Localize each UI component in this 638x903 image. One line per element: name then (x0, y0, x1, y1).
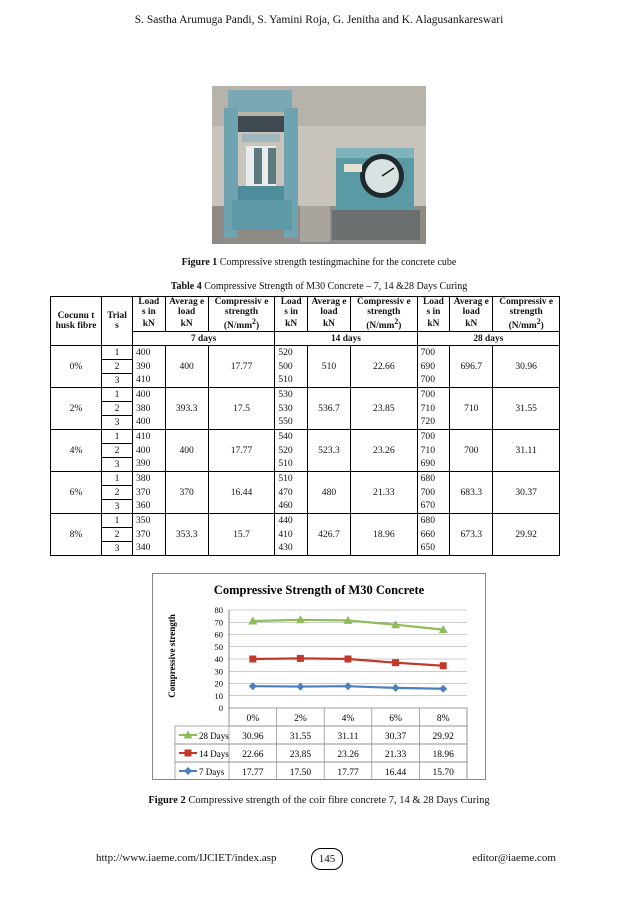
testing-machine-photo (212, 86, 426, 244)
load-cell: 650 (417, 542, 450, 556)
y-tick-label: 80 (214, 605, 223, 615)
load-cell: 700 (417, 486, 450, 500)
data-point (392, 684, 400, 692)
x-tick-label: 8% (436, 714, 450, 724)
data-table-value: 30.96 (242, 732, 264, 742)
load-cell: 520 (275, 444, 308, 458)
load-cell: 690 (417, 458, 450, 472)
load-cell: 680 (417, 472, 450, 486)
load-cell: 510 (275, 458, 308, 472)
avg-load-cell: 400 (165, 430, 208, 472)
data-point (440, 662, 447, 669)
strength-cell: 29.92 (493, 514, 560, 556)
fibre-cell: 8% (51, 514, 102, 556)
y-tick-label: 50 (214, 641, 223, 652)
h-load-7: Load s in (133, 297, 166, 318)
legend-label: 7 Days (199, 767, 225, 777)
avg-load-cell: 536.7 (307, 388, 350, 430)
data-table-value: 31.55 (289, 732, 312, 742)
fibre-cell: 6% (51, 472, 102, 514)
load-cell: 690 (417, 360, 450, 374)
avg-load-cell: 353.3 (165, 514, 208, 556)
avg-load-cell: 673.3 (450, 514, 493, 556)
trial-cell: 2 (102, 528, 133, 542)
col-trial-header: Trial s (102, 297, 133, 346)
trial-cell: 3 (102, 500, 133, 514)
strength-cell: 30.37 (493, 472, 560, 514)
load-cell: 400 (133, 416, 166, 430)
load-cell: 390 (133, 458, 166, 472)
avg-load-cell: 426.7 (307, 514, 350, 556)
data-point (345, 656, 352, 663)
load-cell: 470 (275, 486, 308, 500)
table-row (51, 346, 560, 360)
trial-cell: 3 (102, 458, 133, 472)
x-tick-label: 2% (294, 714, 307, 724)
load-cell: 350 (133, 514, 166, 528)
legend-label: 14 Days (199, 749, 229, 759)
strength-cell: 31.55 (493, 388, 560, 430)
compressive-strength-table (50, 296, 560, 556)
avg-load-cell: 510 (307, 346, 350, 388)
trial-cell: 1 (102, 346, 133, 360)
table-row (51, 430, 560, 444)
x-tick-label: 4% (341, 714, 355, 724)
data-table-value: 29.92 (432, 732, 454, 742)
load-cell: 530 (275, 402, 308, 416)
period-28-days: 28 days (417, 332, 559, 346)
load-cell: 370 (133, 486, 166, 500)
u-cs-28: $(N/mm^2)$ (493, 317, 560, 332)
trial-cell: 2 (102, 444, 133, 458)
avg-load-cell: 696.7 (450, 346, 493, 388)
strength-cell: 17.77 (208, 430, 275, 472)
trial-cell: 1 (102, 514, 133, 528)
load-cell: 700 (417, 374, 450, 388)
load-cell: 410 (133, 374, 166, 388)
u-avg-7: kN (165, 317, 208, 332)
x-tick-label: 0% (246, 714, 260, 724)
data-table-value: 16.44 (384, 768, 407, 778)
data-point (392, 659, 399, 666)
u-load-14: kN (275, 317, 308, 332)
data-table-value: 23.26 (337, 750, 359, 760)
load-cell: 360 (133, 500, 166, 514)
y-tick-label: 70 (214, 617, 223, 628)
load-cell: 370 (133, 528, 166, 542)
figure1-caption: Figure 1 Compressive strength testingmachine for the concrete cube (181, 257, 457, 268)
data-table-value: 31.11 (337, 732, 359, 742)
y-tick-label: 60 (214, 629, 223, 640)
trial-cell: 3 (102, 416, 133, 430)
load-cell: 680 (417, 514, 450, 528)
y-tick-label: 0 (218, 703, 223, 713)
y-tick-label: 30 (214, 666, 223, 677)
u-avg-28: kN (450, 317, 493, 332)
load-cell: 440 (275, 514, 308, 528)
y-tick-label: 10 (214, 690, 223, 701)
trial-cell: 2 (102, 360, 133, 374)
load-cell: 400 (133, 346, 166, 360)
h-cs-7: Compressiv e strength (208, 297, 275, 318)
legend-marker (185, 750, 192, 757)
y-axis-label: Compressive strength (167, 614, 177, 698)
data-point (249, 656, 256, 663)
fibre-cell: 2% (51, 388, 102, 430)
figure2-caption: Figure 2 Compressive strength of the coir fibre concrete 7, 14 & 28 Days Curing (148, 795, 490, 806)
load-cell: 700 (417, 346, 450, 360)
load-cell: 720 (417, 416, 450, 430)
table-row (51, 472, 560, 486)
h-avg-14: Averag e load (307, 297, 350, 318)
avg-load-cell: 393.3 (165, 388, 208, 430)
legend-marker (184, 767, 192, 775)
data-table-value: 17.50 (289, 768, 312, 778)
chart-title: Compressive Strength of M30 Concrete (213, 583, 425, 597)
load-cell: 700 (417, 388, 450, 402)
u-avg-14: kN (307, 317, 350, 332)
strength-cell: 21.33 (351, 472, 418, 514)
trial-cell: 1 (102, 388, 133, 402)
load-cell: 520 (275, 346, 308, 360)
legend-label: 28 Days (199, 731, 229, 741)
load-cell: 550 (275, 416, 308, 430)
load-cell: 510 (275, 472, 308, 486)
u-load-28: kN (417, 317, 450, 332)
period-7-days: 7 days (133, 332, 275, 346)
strength-cell: 23.26 (351, 430, 418, 472)
h-cs-14: Compressiv e strength (351, 297, 418, 318)
data-table-value: 30.37 (384, 732, 407, 742)
table-row (51, 514, 560, 528)
strength-cell: 23.85 (351, 388, 418, 430)
load-cell: 500 (275, 360, 308, 374)
load-cell: 510 (275, 374, 308, 388)
load-cell: 530 (275, 388, 308, 402)
line-chart (152, 573, 486, 780)
load-cell: 410 (133, 430, 166, 444)
load-cell: 380 (133, 472, 166, 486)
data-table-value: 18.96 (432, 750, 454, 760)
trial-cell: 1 (102, 430, 133, 444)
table-row (51, 388, 560, 402)
x-tick-label: 6% (389, 714, 402, 724)
avg-load-cell: 683.3 (450, 472, 493, 514)
strength-cell: 31.11 (493, 430, 560, 472)
data-table-value: 15.70 (432, 768, 454, 778)
load-cell: 710 (417, 444, 450, 458)
h-avg-28: Averag e load (450, 297, 493, 318)
load-cell: 400 (133, 388, 166, 402)
page-number: 145 (311, 848, 343, 870)
u-load-7: kN (133, 317, 166, 332)
data-table-value: 21.33 (384, 750, 407, 760)
col-fibre-header: Cocunu t husk fibre (51, 297, 102, 346)
avg-load-cell: 523.3 (307, 430, 350, 472)
period-14-days: 14 days (275, 332, 417, 346)
fibre-cell: 4% (51, 430, 102, 472)
y-tick-label: 40 (214, 654, 223, 664)
data-table-value: 17.77 (337, 768, 359, 778)
data-point (439, 685, 447, 693)
h-avg-7: Averag e load (165, 297, 208, 318)
load-cell: 340 (133, 542, 166, 556)
load-cell: 460 (275, 500, 308, 514)
strength-cell: 18.96 (351, 514, 418, 556)
load-cell: 660 (417, 528, 450, 542)
h-load-14: Load s in (275, 297, 308, 318)
footer-email[interactable]: editor@iaeme.com (472, 852, 556, 864)
trial-cell: 1 (102, 472, 133, 486)
load-cell: 710 (417, 402, 450, 416)
y-tick-label: 20 (214, 678, 223, 689)
avg-load-cell: 400 (165, 346, 208, 388)
strength-cell: 17.5 (208, 388, 275, 430)
h-cs-28: Compressiv e strength (493, 297, 560, 318)
load-cell: 410 (275, 528, 308, 542)
avg-load-cell: 700 (450, 430, 493, 472)
strength-cell: 30.96 (493, 346, 560, 388)
avg-load-cell: 480 (307, 472, 350, 514)
avg-load-cell: 710 (450, 388, 493, 430)
footer-url[interactable]: http://www.iaeme.com/IJCIET/index.asp (96, 852, 277, 864)
strength-cell: 22.66 (351, 346, 418, 388)
u-cs-7: $(N/mm^2)$ (208, 317, 275, 332)
load-cell: 430 (275, 542, 308, 556)
trial-cell: 2 (102, 402, 133, 416)
load-cell: 540 (275, 430, 308, 444)
load-cell: 700 (417, 430, 450, 444)
running-header: S. Sastha Arumuga Pandi, S. Yamini Roja, G. Jenitha and K. Alagusankareswari (134, 14, 504, 26)
table4-caption: Table 4 Compressive Strength of M30 Concrete – 7, 14 &28 Days Curing (170, 281, 468, 292)
trial-cell: 3 (102, 374, 133, 388)
data-table-value: 23.85 (289, 750, 312, 760)
strength-cell: 16.44 (208, 472, 275, 514)
u-cs-14: $(N/mm^2)$ (351, 317, 418, 332)
trial-cell: 2 (102, 486, 133, 500)
fibre-cell: 0% (51, 346, 102, 388)
data-table-value: 22.66 (242, 750, 264, 760)
load-cell: 400 (133, 444, 166, 458)
h-load-28: Load s in (417, 297, 450, 318)
trial-cell: 3 (102, 542, 133, 556)
load-cell: 380 (133, 402, 166, 416)
data-point (297, 655, 304, 662)
strength-cell: 17.77 (208, 346, 275, 388)
load-cell: 670 (417, 500, 450, 514)
load-cell: 390 (133, 360, 166, 374)
avg-load-cell: 370 (165, 472, 208, 514)
strength-cell: 15.7 (208, 514, 275, 556)
chart-svg (153, 574, 485, 779)
data-table-value: 17.77 (242, 768, 264, 778)
